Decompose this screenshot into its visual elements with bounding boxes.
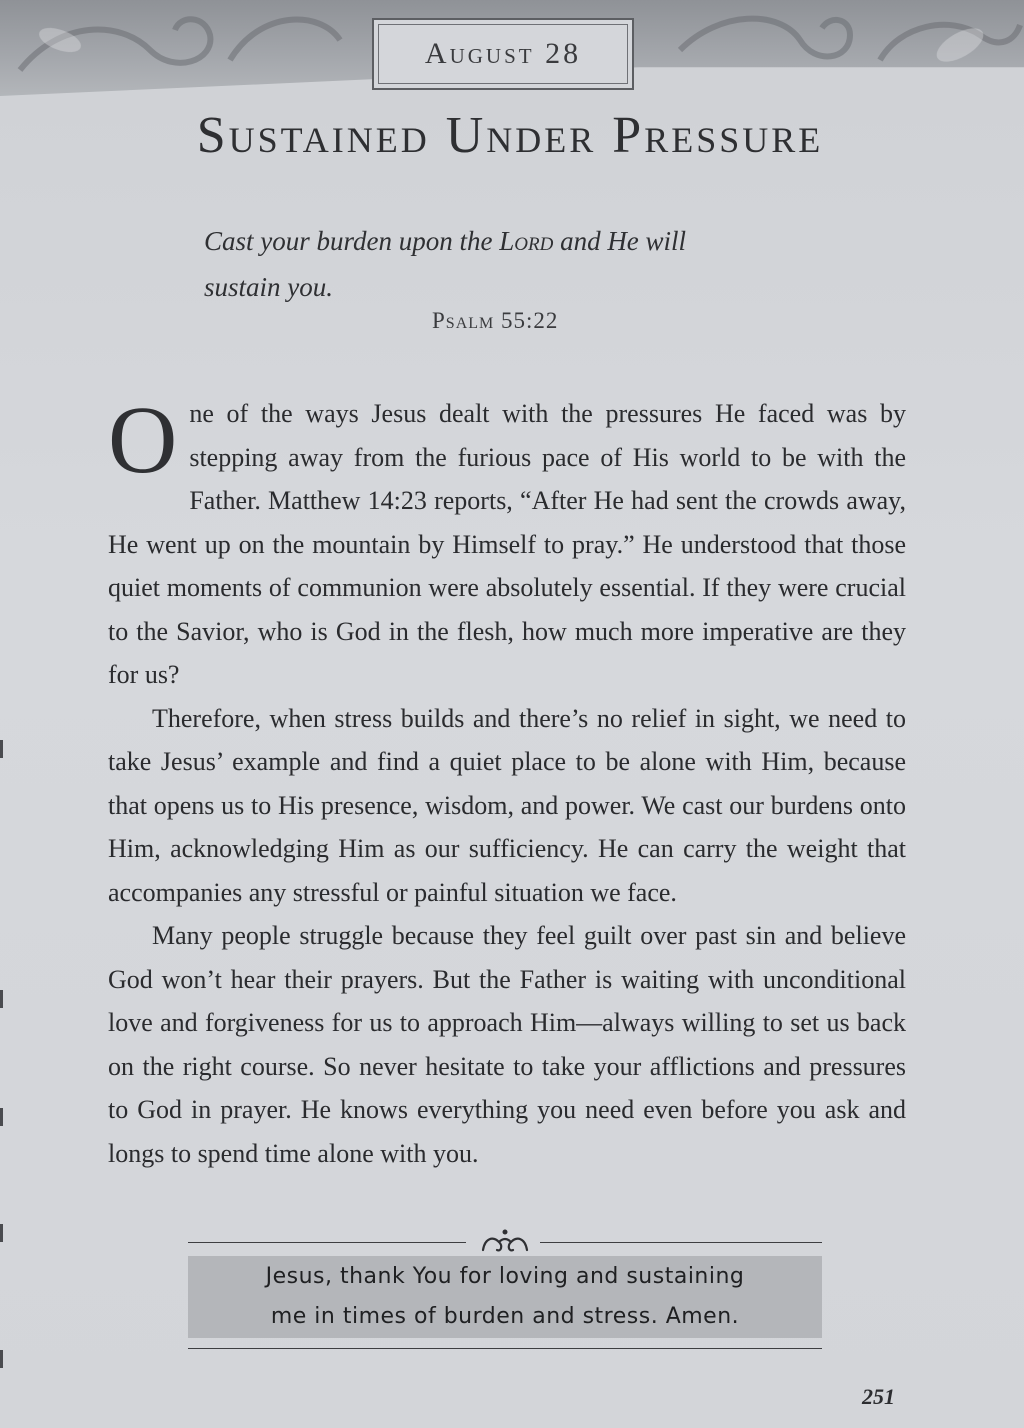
- paragraph-3: Many people struggle because they feel guilt over past sin and believe God won’t hear their prayers. But the Father is waiting with unconditional love and forgiveness for us to approach Him—always willing to set us back on the right course. So never hesitate to take your afflictions and pressures to God in prayer. He knows everything you need even before you ask and longs to spend time alone with you.: [108, 921, 906, 1168]
- binding-mark: [0, 1224, 3, 1242]
- prayer-line-1: Jesus, thank You for loving and sustaining: [265, 1264, 745, 1289]
- body-text: [108, 386, 906, 1175]
- binding-mark: [0, 1350, 3, 1368]
- prayer-box: [188, 1256, 822, 1338]
- paragraph-1-text: ne of the ways Jesus dealt with the pressures He faced was by stepping away from the furious pace of His world to be with the Father. Matthew 14:23 reports, “After He had sent the crowds away, He went up on the mountain by Himself to pray.” He understood that those quiet moments of communion were absolutely essential. If they were crucial to the Savior, who is God in the flesh, how much more imperative are they for us?: [108, 399, 906, 689]
- verse-reference: Psalm 55:22: [432, 308, 559, 333]
- page-title: Sustained Under Pressure: [196, 107, 824, 164]
- binding-mark: [0, 740, 3, 758]
- divider-rule-left: [188, 1242, 466, 1243]
- binding-mark: [0, 1108, 3, 1126]
- page-number: 251: [862, 1384, 895, 1409]
- verse-lord: Lord: [499, 226, 554, 256]
- ornamental-divider-icon: [479, 1226, 531, 1256]
- divider-rule-right: [540, 1242, 822, 1243]
- paragraph-2: Therefore, when stress builds and there’s no relief in sight, we need to take Jesus’ example and find a quiet place to be alone with Him, because that opens us to His presence, wisdom, and power. We cast our burdens onto Him, acknowledging Him as our sufficiency. He can carry the weight that accompanies any stressful or painful situation we face.: [108, 703, 906, 907]
- verse-text-part2: and He will: [553, 226, 687, 256]
- prayer-line-2: me in times of burden and stress. Amen.: [270, 1304, 740, 1329]
- verse-text-line2: sustain you.: [204, 272, 334, 302]
- date-label: August 28: [378, 24, 628, 84]
- verse-text-part1: Cast your burden upon the: [204, 226, 500, 256]
- paragraph-1: [108, 386, 906, 697]
- date-label-box: [372, 18, 634, 90]
- prayer-bottom-rule: [188, 1348, 822, 1349]
- binding-mark: [0, 990, 3, 1008]
- scripture-verse: [204, 218, 764, 310]
- drop-cap: O: [108, 386, 178, 493]
